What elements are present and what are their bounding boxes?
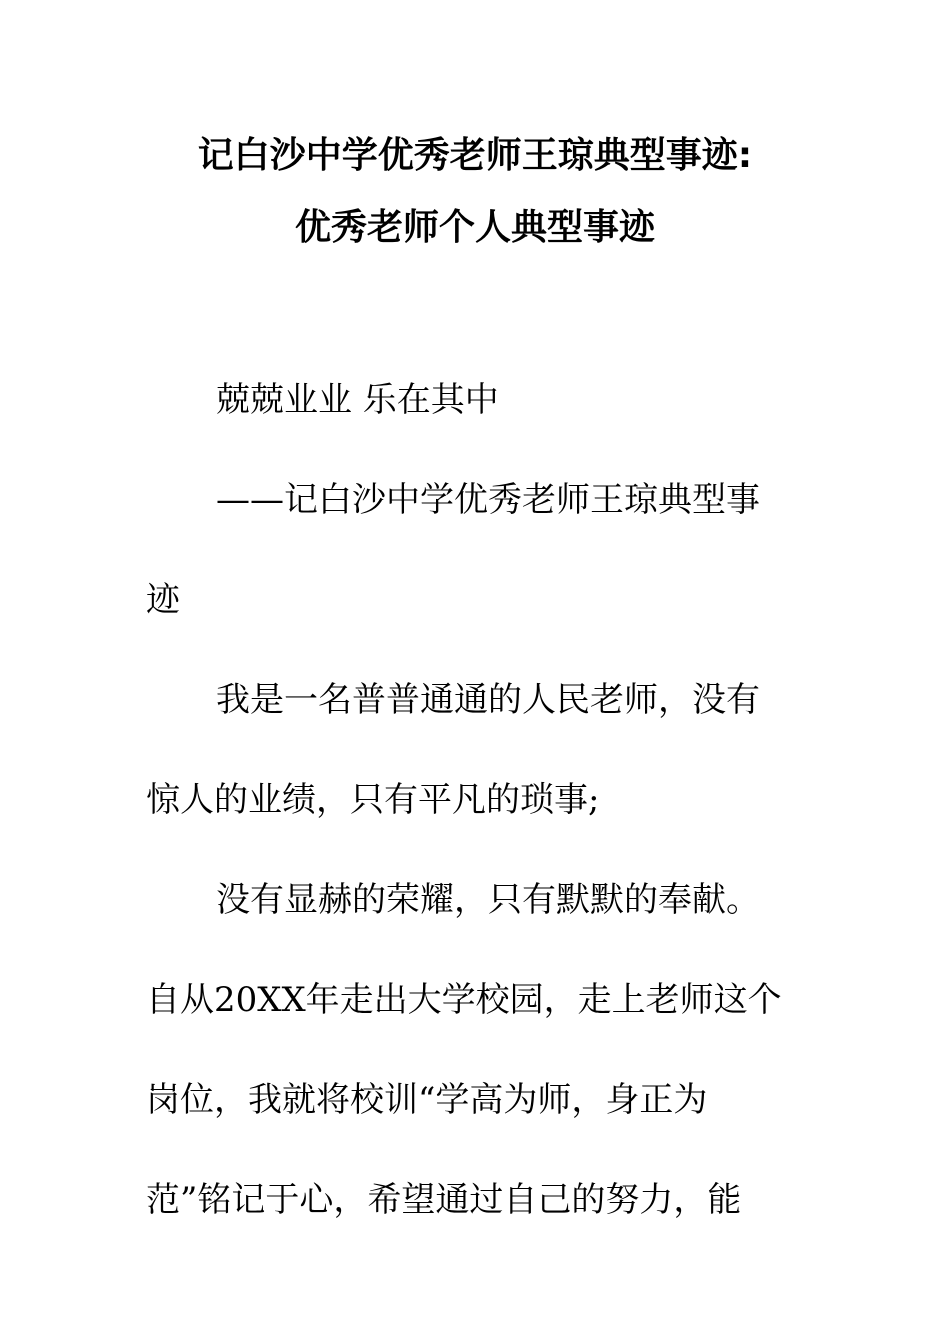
paragraph-line: 自从20XX年走出大学校园，走上老师这个	[146, 980, 782, 1020]
document-title-line-1: 记白沙中学优秀老师王琼典型事迹:	[197, 135, 753, 176]
subtitle-byline-continued: 迹	[146, 580, 180, 620]
document-title-line-2: 优秀老师个人典型事迹	[294, 207, 655, 248]
paragraph-line: 没有显赫的荣耀，只有默默的奉献。	[216, 880, 760, 920]
subtitle-byline: ——记白沙中学优秀老师王琼典型事	[216, 480, 760, 520]
subtitle-heading: 兢兢业业 乐在其中	[216, 380, 499, 420]
paragraph-line: 惊人的业绩，只有平凡的琐事;	[146, 780, 600, 820]
paragraph-line: 我是一名普普通通的人民老师，没有	[216, 680, 760, 720]
paragraph-line: 岗位，我就将校训“学高为师，身正为	[146, 1080, 708, 1120]
paragraph-line: 范”铭记于心，希望通过自己的努力，能	[146, 1180, 742, 1220]
